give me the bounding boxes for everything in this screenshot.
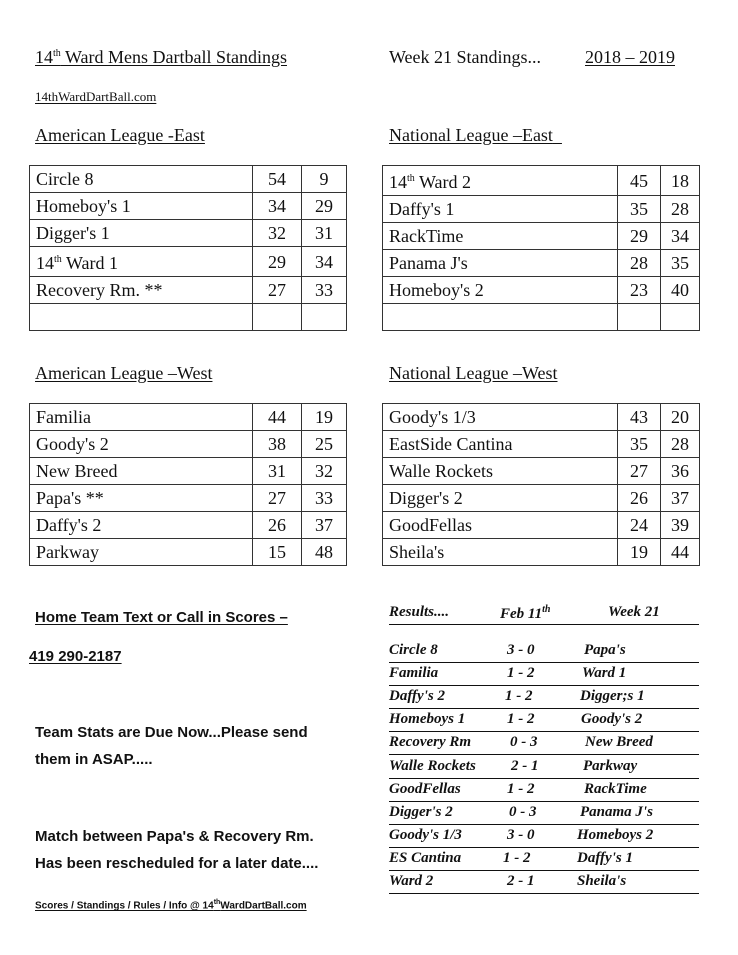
table-row <box>30 431 347 458</box>
results-date: Feb 11th <box>500 604 551 622</box>
stats-note-line-2: them in ASAP..... <box>35 751 153 768</box>
losses: 28 <box>661 196 700 223</box>
score: 0 - 3 <box>510 734 538 750</box>
wins: 27 <box>618 458 661 485</box>
result-row <box>389 758 699 779</box>
wins: 19 <box>618 539 661 566</box>
away-team: Ward 1 <box>582 665 627 681</box>
table-row <box>30 166 347 193</box>
result-row <box>389 804 699 825</box>
away-team: Papa's <box>584 642 626 658</box>
home-team: Circle 8 <box>389 642 438 658</box>
table-row <box>383 250 700 277</box>
table-row <box>383 458 700 485</box>
wins: 45 <box>618 166 661 196</box>
table-row <box>30 404 347 431</box>
table-row <box>383 304 700 331</box>
wins: 26 <box>618 485 661 512</box>
nl-east-heading: National League –East <box>389 125 553 145</box>
team-name: Circle 8 <box>30 166 253 193</box>
losses: 20 <box>661 404 700 431</box>
wins: 27 <box>253 485 302 512</box>
team-name: Homeboy's 2 <box>383 277 618 304</box>
team-name: Walle Rockets <box>383 458 618 485</box>
al-east-heading: American League -East <box>35 125 205 145</box>
score: 3 - 0 <box>507 642 535 658</box>
wins: 32 <box>253 220 302 247</box>
away-team: Homeboys 2 <box>577 827 654 843</box>
table-row <box>383 196 700 223</box>
team-name: Panama J's <box>383 250 618 277</box>
wins: 54 <box>253 166 302 193</box>
result-row <box>389 850 699 871</box>
result-row <box>389 827 699 848</box>
losses: 48 <box>302 539 347 566</box>
score: 1 - 2 <box>505 688 533 704</box>
team-name: GoodFellas <box>383 512 618 539</box>
wins <box>253 304 302 331</box>
wins: 31 <box>253 458 302 485</box>
away-team: Goody's 2 <box>581 711 643 727</box>
score: 1 - 2 <box>507 781 535 797</box>
table-row <box>383 166 700 196</box>
table-row <box>30 304 347 331</box>
call-in-note: Home Team Text or Call in Scores – <box>35 609 288 626</box>
team-name: Recovery Rm. ** <box>30 277 253 304</box>
losses: 36 <box>661 458 700 485</box>
results-label: Results.... <box>389 604 450 620</box>
wins: 34 <box>253 193 302 220</box>
team-name: RackTime <box>383 223 618 250</box>
nl-west-heading: National League –West <box>389 363 558 383</box>
table-row <box>30 539 347 566</box>
losses: 35 <box>661 250 700 277</box>
home-team: Recovery Rm <box>389 734 472 750</box>
match-note-line-2: Has been rescheduled for a later date.... <box>35 855 319 872</box>
results-week: Week 21 <box>608 604 660 620</box>
home-team: Homeboys 1 <box>389 711 466 727</box>
home-team: Daffy's 2 <box>389 688 445 704</box>
al-east-table <box>29 165 347 331</box>
team-name: New Breed <box>30 458 253 485</box>
away-team: Digger;s 1 <box>580 688 645 704</box>
result-row <box>389 873 699 894</box>
losses: 37 <box>661 485 700 512</box>
team-name: Papa's ** <box>30 485 253 512</box>
home-team: Walle Rockets <box>389 758 476 774</box>
result-row <box>389 688 699 709</box>
phone-number: 419 290-2187 <box>29 648 122 665</box>
losses: 29 <box>302 193 347 220</box>
losses: 31 <box>302 220 347 247</box>
score: 2 - 1 <box>511 758 539 774</box>
wins: 24 <box>618 512 661 539</box>
home-team: Ward 2 <box>389 873 434 889</box>
table-row <box>383 512 700 539</box>
losses: 9 <box>302 166 347 193</box>
wins: 44 <box>253 404 302 431</box>
losses: 25 <box>302 431 347 458</box>
score: 0 - 3 <box>509 804 537 820</box>
stats-note-line-1: Team Stats are Due Now...Please send <box>35 724 308 741</box>
table-row <box>383 223 700 250</box>
result-row <box>389 642 699 663</box>
team-name <box>30 304 253 331</box>
wins: 38 <box>253 431 302 458</box>
team-name: Digger's 2 <box>383 485 618 512</box>
home-team: GoodFellas <box>389 781 461 797</box>
page-title: 14th Ward Mens Dartball Standings <box>35 47 287 67</box>
home-team: Familia <box>389 665 439 681</box>
table-row <box>30 220 347 247</box>
team-name: Daffy's 1 <box>383 196 618 223</box>
losses: 32 <box>302 458 347 485</box>
results-header <box>389 604 699 625</box>
losses: 40 <box>661 277 700 304</box>
losses <box>302 304 347 331</box>
footer-links[interactable]: Scores / Standings / Rules / Info @ 14thWardDartBall.com <box>35 899 307 912</box>
wins: 29 <box>253 247 302 277</box>
team-name: Homeboy's 1 <box>30 193 253 220</box>
table-row <box>30 247 347 277</box>
result-row <box>389 734 699 755</box>
away-team: Daffy's 1 <box>577 850 633 866</box>
losses: 33 <box>302 277 347 304</box>
away-team: Parkway <box>583 758 638 774</box>
website-link[interactable]: 14thWardDartBall.com <box>35 89 157 104</box>
wins: 23 <box>618 277 661 304</box>
wins: 28 <box>618 250 661 277</box>
al-west-table <box>29 403 347 566</box>
team-name: Parkway <box>30 539 253 566</box>
losses: 18 <box>661 166 700 196</box>
losses: 39 <box>661 512 700 539</box>
home-team: Digger's 2 <box>389 804 453 820</box>
team-name: 14th Ward 1 <box>30 247 253 277</box>
score: 2 - 1 <box>507 873 535 889</box>
team-name: Sheila's <box>383 539 618 566</box>
wins: 27 <box>253 277 302 304</box>
wins: 35 <box>618 431 661 458</box>
match-note-line-1: Match between Papa's & Recovery Rm. <box>35 828 314 845</box>
losses: 37 <box>302 512 347 539</box>
result-row <box>389 711 699 732</box>
away-team: New Breed <box>585 734 653 750</box>
table-row <box>30 485 347 512</box>
table-row <box>383 404 700 431</box>
team-name: Digger's 1 <box>30 220 253 247</box>
wins: 43 <box>618 404 661 431</box>
score: 1 - 2 <box>507 711 535 727</box>
home-team: Goody's 1/3 <box>389 827 462 843</box>
wins: 35 <box>618 196 661 223</box>
score: 3 - 0 <box>507 827 535 843</box>
team-name <box>383 304 618 331</box>
table-row <box>383 277 700 304</box>
team-name: Daffy's 2 <box>30 512 253 539</box>
table-row <box>30 512 347 539</box>
losses <box>661 304 700 331</box>
team-name: Goody's 2 <box>30 431 253 458</box>
al-west-heading: American League –West <box>35 363 213 383</box>
result-row <box>389 781 699 802</box>
season-label: 2018 – 2019 <box>585 47 675 67</box>
table-row <box>30 193 347 220</box>
wins <box>618 304 661 331</box>
table-row <box>30 458 347 485</box>
wins: 15 <box>253 539 302 566</box>
team-name: Familia <box>30 404 253 431</box>
team-name: EastSide Cantina <box>383 431 618 458</box>
away-team: Sheila's <box>577 873 627 889</box>
losses: 33 <box>302 485 347 512</box>
losses: 34 <box>661 223 700 250</box>
wins: 29 <box>618 223 661 250</box>
score: 1 - 2 <box>503 850 531 866</box>
team-name: Goody's 1/3 <box>383 404 618 431</box>
home-team: ES Cantina <box>389 850 462 866</box>
away-team: Panama J's <box>580 804 653 820</box>
nl-east-table <box>382 165 700 331</box>
nl-west-table <box>382 403 700 566</box>
losses: 19 <box>302 404 347 431</box>
team-name: 14th Ward 2 <box>383 166 618 196</box>
score: 1 - 2 <box>507 665 535 681</box>
table-row <box>383 431 700 458</box>
result-row <box>389 665 699 686</box>
losses: 28 <box>661 431 700 458</box>
losses: 44 <box>661 539 700 566</box>
table-row <box>383 485 700 512</box>
table-row <box>30 277 347 304</box>
week-label: Week 21 Standings... <box>389 47 542 67</box>
away-team: RackTime <box>584 781 647 797</box>
losses: 34 <box>302 247 347 277</box>
table-row <box>383 539 700 566</box>
wins: 26 <box>253 512 302 539</box>
